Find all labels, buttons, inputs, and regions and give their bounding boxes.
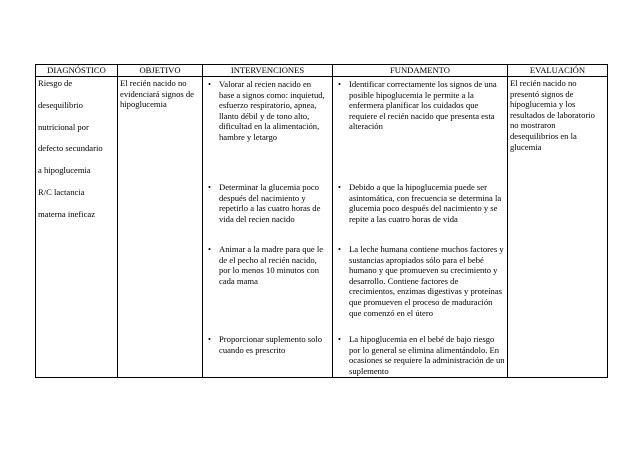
list-item: • La hipoglucemia en el bebé de bajo riesgo por lo general se elimina alimentándolo. En ocasiones se requiere la administración de un suplemento	[335, 334, 505, 376]
diagnostico-line: nutricional por	[38, 121, 89, 132]
objetivo-cell: El recién nacido no evidenciará signos de hipoglucemia	[118, 77, 203, 378]
list-item: • Valorar al recien nacido en base a signos como: inquietud, esfuerzo respiratorio, apnea, llanto débil y de tono alto, dificultad en la alimentación, hambre y letargo	[205, 79, 330, 182]
fundamento-cell	[333, 77, 508, 378]
list-item: • Identificar correctamente los signos de una posible hipoglucemia le permite a la enfermera planificar los cuidados que requiere el recién nacido que presenta esta alteración	[335, 79, 505, 182]
header-row	[36, 65, 608, 77]
header-objetivo: OBJETIVO	[118, 65, 203, 77]
diagnostico-line: desequilibrio	[38, 99, 83, 110]
table-row	[36, 77, 608, 378]
diagnostico-line: Riesgo de	[38, 78, 73, 88]
intervenciones-cell	[203, 77, 333, 378]
list-item: • La leche humana contiene muchos factores y sustancias apropiados sólo para el bebé humano y que promueven su crecimiento y desarrollo. Contiene factores de crecimientos, enzimas digestivas y proteínas que promueven el proceso de maduración que comenzó en el útero	[335, 244, 505, 334]
diagnostico-line: a hipoglucemia	[38, 165, 91, 176]
intervenciones-list	[205, 79, 330, 355]
care-plan-table	[35, 64, 608, 378]
header-fundamento: FUNDAMENTO	[333, 65, 508, 77]
header-diagnostico: DIAGNÓSTICO	[36, 65, 118, 77]
header-evaluacion: EVALUACIÓN	[508, 65, 608, 77]
diagnostico-line: defecto secundario	[38, 143, 103, 154]
fundamento-list	[335, 79, 505, 376]
list-item: • Animar a la madre para que le de el pecho al recién nacido, por lo menos 10 minutos con cada mama	[205, 244, 330, 334]
header-intervenciones: INTERVENCIONES	[203, 65, 333, 77]
evaluacion-cell: El recién nacido no presentó signos de hipoglucemia y los resultados de laboratorio no mostraron desequilibrios en la glucemia	[508, 77, 608, 378]
list-item: • Determinar la glucemia poco después del nacimiento y repetirlo a las cuatro horas de vida del recien nacido	[205, 182, 330, 244]
list-item: • Proporcionar suplemento solo cuando es prescrito	[205, 334, 330, 355]
diagnostico-cell	[36, 77, 118, 378]
diagnostico-line: materna ineficaz	[38, 208, 96, 219]
diagnostico-line: R/C lactancia	[38, 186, 85, 197]
list-item: • Debido a que la hipoglucemia puede ser asintomática, con frecuencia se determina la glucemia poco después del nacimiento y se repite a las cuatro horas de vida	[335, 182, 505, 244]
